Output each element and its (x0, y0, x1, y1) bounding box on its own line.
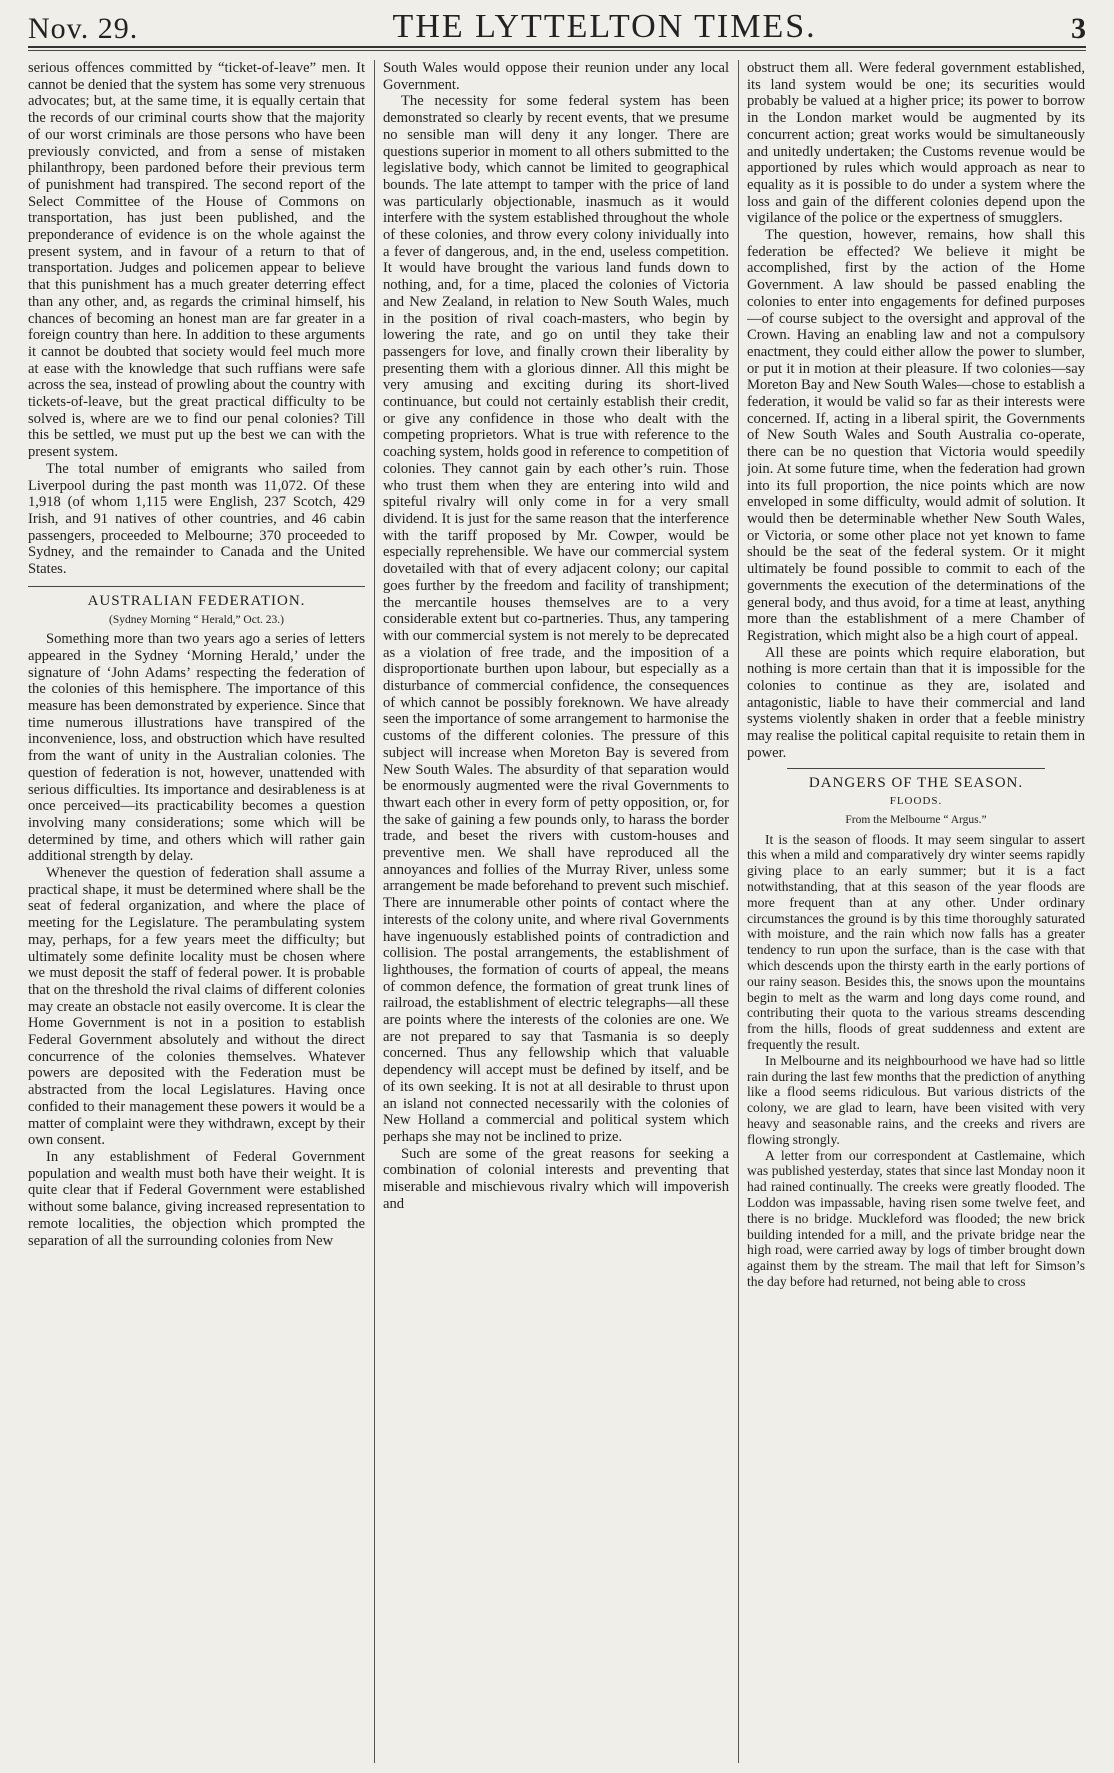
col3-paragraph-1: obstruct them all. Were federal government established, its land system would be one; its securities would probably be valued at a higher price; its power to borrow in the London market would be augmented by its concurrent action; great works would be simultaneously and unitedly undertaken; the Customs revenue would be apportioned by rules which would approach as near to equality as it is possible to do under a system where the loss and gain of the different colonies depend upon the vigilance of the police or the expertness of smugglers. (747, 60, 1085, 227)
column-divider-1 (374, 60, 375, 1763)
page-number: 3 (1071, 12, 1086, 45)
article-heading-dangers: DANGERS OF THE SEASON. (808, 774, 1024, 791)
article-source-federation: (Sydney Morning “ Herald,” Oct. 23.) (108, 613, 284, 626)
col1-paragraph-2: The total number of emigrants who sailed from Liverpool during the past month was 11,072. Of these 1,918 (of whom 1,115 were English, 237 Scotch, 429 Irish, and 91 natives of other countries, and 46 cabin passengers, proceeded to Melbourne; 370 proceeded to Sydney, and the remainder to Canada and the United States. (28, 460, 365, 578)
column-divider-2 (738, 60, 739, 1763)
article-source-argus: From the Melbourne “ Argus.” (845, 813, 987, 826)
masthead-rule (28, 50, 1086, 51)
col1-paragraph-3: Something more than two years ago a series of letters appeared in the Sydney ‘Morning Herald,’ under the signature of ‘John Adams’ respecting the federation of the colonies of this hemisphere. The importance of this measure has been demonstrated by experience. Since that time numerous illustrations have transpired of the inconvenience, loss, and obstruction which have resulted from the want of unity in the Australian colonies. The question of federation is not, however, unattended with serious difficulties. Its importance and desirableness is at once perceived—its practicability becomes a question involving many considerations; some which will be determined by time, and others which will rather gain additional strength by delay. (28, 631, 365, 865)
newspaper-title: THE LYTTELTON TIMES. (392, 8, 817, 45)
col3-paragraph-3: All these are points which require elaboration, but nothing is more certain than that it is impossible for the colonies to continue as they are, isolated and antagonistic, liable to have their commercial and land systems violently shaken in order that a feeble ministry may realise the political capital requisite to retain them in power. (747, 644, 1085, 761)
col3-paragraph-2: The question, however, remains, how shall this federation be effected? We believe it might be accomplished, first by the action of the Home Government. A law should be passed enabling the colonies to enter into engagements for defined purposes—of course subject to the oversight and approval of the Crown. Having an enabling law and not a compulsory enactment, they could either allow the power to slumber, or put it in motion at their pleasure. If two colonies—say Moreton Bay and New South Wales—chose to establish a federation, it would be valid so far as their interests were concerned. If, acting in a liberal spirit, the Governments of New South Wales and South Australia co-operate, there can be no question that Victoria would speedily join. At some future time, when the federation had grown into its full proportion, the nice points which are now enveloped in some difficulty, would admit of solution. It would then be determinable whether New South Wales, or Victoria, or some other place not yet known to fame should be the seat of the federal system. Or it might ultimately be found possible to commit to each of the governments the execution of the determinations of the general body, and thus avoid, for a time at least, anything more than the establishment of a mere Chamber of Registration, which might also be a high court of appeal. (747, 227, 1085, 644)
article-separator (28, 586, 365, 587)
article-heading-federation: AUSTRALIAN FEDERATION. (87, 592, 306, 609)
col1-paragraph-4: Whenever the question of federation shall assume a practical shape, it must be determined where shall be the seat of federal organization, and where the place of meeting for the Legislature. The perambulating system may, perhaps, for a few years meet the difficulty; but ultimately some definite locality must be chosen where we must deposit the staff of federal power. It is probable that on the threshold the rival claims of different colonies may create an obstacle not easily overcome. It is clear the Home Government is not in a position to establish Federal Government absolutely and without the direct concurrence of the colonies themselves. Whatever powers are deposited with the Federation must be abstracted from the local Legislatures. Having once confided to their management these powers it would be a matter of complaint were they withdrawn, except by their own consent. (28, 865, 365, 1149)
article-subheading-floods: FLOODS. (889, 795, 943, 808)
col3-paragraph-5: In Melbourne and its neighbourhood we have had so little rain during the last few months that the prediction of anything like a flood seems ridiculous. But various districts of the colony, we are glad to learn, have been visited with very heavy and seasonable rains, and the creeks and rivers are flowing strongly. (747, 1052, 1085, 1147)
col3-paragraph-6: A letter from our correspondent at Castlemaine, which was published yesterday, states that since last Monday noon it had rained continually. The creeks were greatly flooded. The Loddon was impassable, having risen some twelve feet, and there is no bridge. Muckleford was flooded; the new brick building intended for a mill, and the private bridge near the high road, were carried away by logs of timber brought down against them by the stream. The mail that left for Simson’s the day before had returned, not being able to cross (747, 1147, 1085, 1289)
col1-paragraph-5: In any establishment of Federal Government population and wealth must both have their weight. It is quite clear that if Federal Government were established without some balance, giving increased representation to remote localities, the objection which prompted the separation of all the surrounding colonies from New (28, 1149, 365, 1249)
col2-paragraph-3: Such are some of the great reasons for seeking a combination of colonial interests and preventing that miserable and mischievous rivalry which will impoverish and (383, 1145, 729, 1212)
col2-paragraph-2: The necessity for some federal system has been demonstrated so clearly by recent events, that we presume no sensible man will deny it any longer. There are questions superior in moment to all others submitted to the legislative body, which cannot be limited to geographical bounds. The late attempt to tamper with the price of land was particularly objectionable, inasmuch as it would interfere with the system established throughout the whole of these colonies, and throw every colony inividually into a fever of dangerous, and, in the end, useless competition. It would have brought the various land funds down to nothing, and, for a time, placed the colonies of Victoria and New Zealand, in relation to New South Wales, much in the position of rival coach-masters, who begin by lowering the rate, and go on until they take their passengers for love, and finally crown their liberality by presenting them with a glorious dinner. All this might be very amusing and exciting during its short-lived continuance, but could not certainly establish their credit, or give any confidence in those who dealt with the competing proprietors. What is true with reference to the coaching system, holds good in reference to competition of colonies. They cannot gain by each other’s ruin. Those who trust them when they are entering into wild and spiteful rivalry will only come in for a very small dividend. It is just for the same reason that the interference with the tariff proposed by Mr. Cowper, would be especially reprehensible. We have our commercial system dovetailed with that of every adjacent colony; our capital goes further by the freedom and facility of transhipment; the mercantile houses themselves are to a very considerable extent but co-partneries. Thus, any tampering with our commercial system is not merely to be deprecated as a violation of free trade, and the imposition of a disproportionate burthen upon labour, but especially as a disturbance of commercial confidence, the consequences of which cannot be possibly foreknown. We have already seen the importance of some arrangement to harmonise the customs of the different colonies. The pressure of this subject will increase when Moreton Bay is severed from New South Wales. The absurdity of that separation would be enormously augmented were the rival Governments to thwart each other in every form of petty opposition, or, for the sake of gaining a few pounds only, to harass the border trade, and beset the rivers with custom-houses and preventive men. We shall have reproduced all the annoyances and follies of the Murray River, unless some arrangement be made beforehand to prevent such mischief. There are innumerable other points of contact where the interests of the colony unite, and where rival Governments have ingenuously established points of contradiction and collision. The postal arrangements, the establishment of lighthouses, the formation of courts of appeal, the means of common defence, the formation of great trunk lines of railroad, the establishment of electric telegraphs—all these are points where the interests of the colonies are one. We are not prepared to say that Tasmania is so deeply concerned. Thus any fellowship which that valuable dependency will accept must be defined by itself, and be of its own seeking. It is not at all desirable to thrust upon an island not connected necessarily with the colonies of New Holland a commercial and political system which perhaps she may not be inclined to prize. (383, 93, 729, 1145)
masthead (28, 6, 1086, 48)
issue-date: Nov. 29. (28, 12, 139, 45)
column-3 (747, 60, 1085, 1763)
col2-paragraph-1: South Wales would oppose their reunion under any local Government. (383, 60, 729, 93)
column-2 (383, 60, 729, 1763)
column-1 (28, 60, 365, 1763)
article-separator-2 (787, 768, 1045, 769)
col3-paragraph-4: It is the season of floods. It may seem singular to assert this when a mild and comparatively dry winter seems rapidly giving place to an early summer; but it is a fact notwithstanding, that at this season of the year floods are more frequent than at any other. Under ordinary circumstances the ground is by this time thoroughly saturated with moisture, and the rain which now falls has a greater tendency to run upon the surface, than is the case with that which descends upon the thirsty earth in the early portions of our rainy season. Besides this, the snows upon the mountains begin to melt as the warm and long days come round, and contributing their quota to the various streams descending from the hills, floods of great suddenness and extent are frequently the result. (747, 831, 1085, 1052)
col1-paragraph-1: serious offences committed by “ticket-of-leave” men. It cannot be denied that the system has some very strenuous advocates; but, at the same time, it is equally certain that the records of our criminal courts show that the majority of our worst criminals are those persons who have been previously convicted, and from a sense of mistaken philanthropy, been pardoned before their previous term of punishment had transpired. The second report of the Select Committee of the House of Commons on transportation, has just been published, and the preponderance of evidence is on the whole against the present system, and in favour of a return to that of transportation. Judges and policemen appear to believe that this punishment has a much greater deterring effect than any other, and, as regards the criminal himself, his chances of becoming an honest man are far greater in a foreign country than here. In addition to these arguments it cannot be doubted that society would feel much more at ease with the knowledge that such ruffians were safe across the sea, instead of prowling about the country with tickets-of-leave, but the great practical difficulty to be solved is, where are we to find our penal colonies? Till this be settled, we must put up the best we can with the present system. (28, 60, 365, 461)
